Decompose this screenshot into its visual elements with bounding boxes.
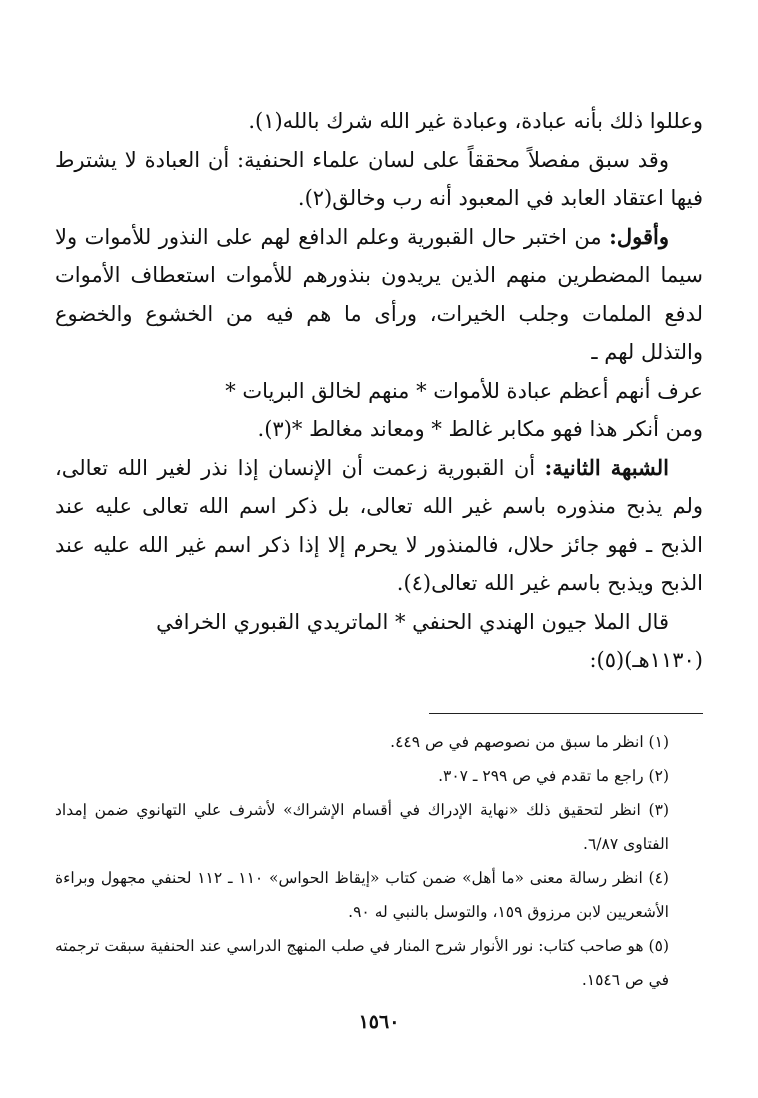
main-text xyxy=(55,102,703,680)
paragraph-2: وقد سبق مفصلاً محققاً على لسان علماء الحنفية: أن العبادة لا يشترط فيها اعتقاد العابد في المعبود أنه رب وخالق(٢). xyxy=(55,147,703,210)
paragraph-3-text: من اختبر حال القبورية وعلم الدافع لهم على النذور للأموات ولا سيما المضطرين منهم الذين يريدون بنذورهم للأموات استعطاف الأموات لدفع الملمات وجلب الخيرات، ورأى ما هم فيه من الخشوع والخضوع والتذلل لهم ـ xyxy=(55,224,703,364)
paragraph-1: وعللوا ذلك بأنه عبادة، وعبادة غير الله شرك بالله(١). xyxy=(248,109,703,133)
paragraph-3-lead: وأقول: xyxy=(609,223,669,249)
verse-line-1: عرف أنهم أعظم عبادة للأموات * منهم لخالق البريات * xyxy=(225,378,703,403)
paragraph-3 xyxy=(55,218,703,372)
footnote-2: (٢) راجع ما تقدم في ص ٢٩٩ ـ ٣٠٧. xyxy=(438,767,669,785)
paragraph-4-text: أن القبورية زعمت أن الإنسان إذا نذر لغير الله تعالى، ولم يذبح منذوره باسم غير الله تعالى، بل ذكر اسم الله تعالى عليه عند الذبح ـ فهو جائز حلال، فالمنذور لا يحرم إلا إذا ذكر اسم غير الله عليه عند الذبح ويذبح باسم غير الله تعالى(٤). xyxy=(55,455,703,595)
footnote-3: (٣) انظر لتحقيق ذلك «نهاية الإدراك في أقسام الإشراك» لأشرف علي التهانوي ضمن إمداد الفتاوى ٦/٨٧. xyxy=(55,801,669,853)
footnote-1: (١) انظر ما سبق من نصوصهم في ص ٤٤٩. xyxy=(390,733,669,751)
paragraph-5: قال الملا جيون الهندي الحنفي * الماتريدي القبوري الخرافي xyxy=(156,609,669,634)
footnote-4: (٤) انظر رسالة معنى «ما أهل» ضمن كتاب «إيقاظ الحواس» ١١٠ ـ ١١٢ لحنفي مجهول وبراءة الأشعريين لابن مرزوق ١٥٩، والتوسل بالنبي له ٩٠. xyxy=(55,869,669,921)
footnotes xyxy=(55,725,703,997)
footnote-5: (٥) هو صاحب كتاب: نور الأنوار شرح المنار في صلب المنهج الدراسي عند الحنفية سبقت ترجمته في ص ١٥٤٦. xyxy=(55,937,669,989)
paragraph-4-lead: الشبهة الثانية: xyxy=(544,454,669,480)
page-number: ١٥٦٠ xyxy=(358,1011,400,1033)
paragraph-5-date: (١١٣٠هـ)(٥): xyxy=(589,648,703,672)
footnote-divider xyxy=(429,713,703,714)
paragraph-4 xyxy=(55,449,703,603)
verse-line-2: ومن أنكر هذا فهو مكابر غالط * ومعاند مغالط *(٣). xyxy=(257,417,703,441)
